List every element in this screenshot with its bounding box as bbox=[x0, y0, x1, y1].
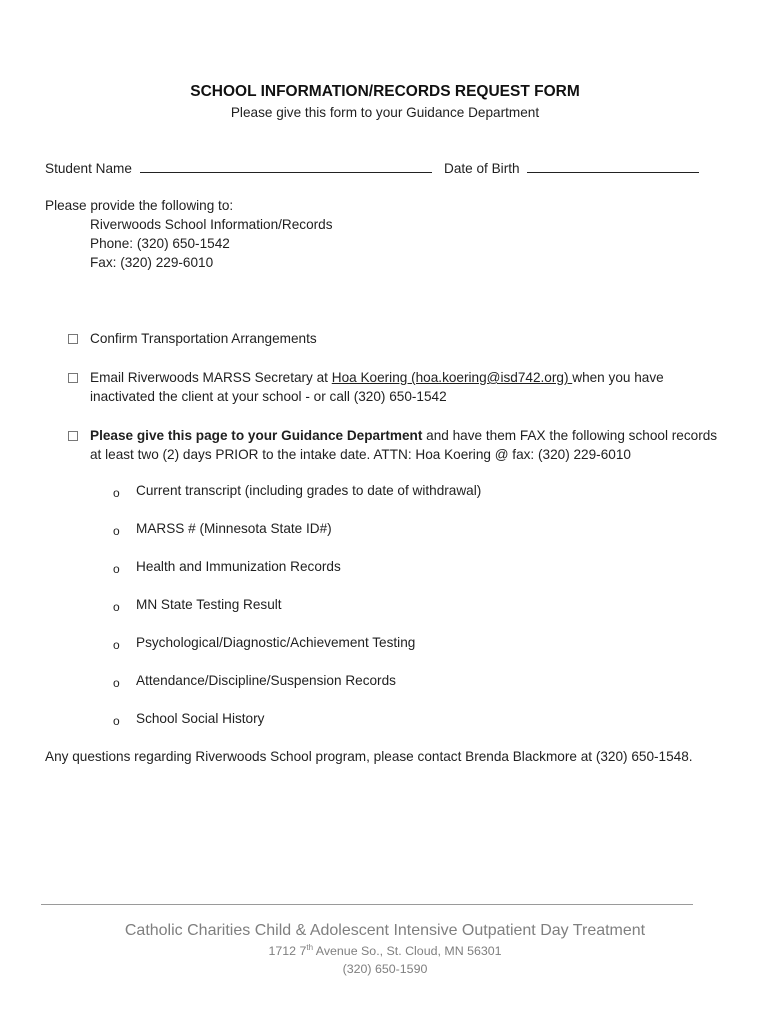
bullet-icon: o bbox=[113, 600, 120, 614]
provide-line-phone: Phone: (320) 650-1542 bbox=[90, 236, 230, 251]
footer-address bbox=[0, 944, 770, 958]
record-item: Current transcript (including grades to date of withdrawal) bbox=[136, 483, 482, 498]
record-item: Attendance/Discipline/Suspension Records bbox=[136, 673, 396, 688]
bullet-icon: o bbox=[113, 524, 120, 538]
bullet-icon: o bbox=[113, 676, 120, 690]
footer-org-name: Catholic Charities Child & Adolescent Intensive Outpatient Day Treatment bbox=[124, 922, 646, 939]
checklist-item-guidance bbox=[90, 426, 720, 464]
record-item: MN State Testing Result bbox=[136, 597, 282, 612]
bullet-icon: o bbox=[113, 486, 120, 500]
checkbox-email-secretary[interactable] bbox=[68, 373, 78, 383]
checkbox-guidance[interactable] bbox=[68, 431, 78, 441]
record-item: Health and Immunization Records bbox=[136, 559, 341, 574]
student-name-row bbox=[45, 158, 432, 178]
provide-line-records: Riverwoods School Information/Records bbox=[90, 217, 333, 232]
email-text-before: Email Riverwoods MARSS Secretary at bbox=[90, 370, 332, 385]
address-number: 1712 7 bbox=[268, 944, 307, 958]
dob-field[interactable] bbox=[527, 158, 699, 173]
bullet-icon: o bbox=[113, 714, 120, 728]
email-text-after: when you have inactivated the client at your school - or call (320) 650-1542 bbox=[90, 370, 664, 404]
dob-label: Date of Birth bbox=[444, 161, 520, 176]
address-rest: Avenue So., St. Cloud, MN 56301 bbox=[313, 944, 502, 958]
student-name-label: Student Name bbox=[45, 161, 132, 176]
provide-intro: Please provide the following to: bbox=[45, 198, 234, 213]
email-link[interactable]: Hoa Koering (hoa.koering@isd742.org) bbox=[331, 370, 573, 385]
guidance-bold-text: Please give this page to your Guidance Department bbox=[90, 428, 423, 443]
address-ordinal: th bbox=[306, 942, 314, 952]
dob-row bbox=[444, 158, 699, 178]
contact-note: Any questions regarding Riverwoods School program, please contact Brenda Blackmore at (320) 650-1548. bbox=[45, 749, 693, 764]
bullet-icon: o bbox=[113, 638, 120, 652]
record-item: MARSS # (Minnesota State ID#) bbox=[136, 521, 332, 536]
student-name-field[interactable] bbox=[140, 158, 432, 173]
form-title: SCHOOL INFORMATION/RECORDS REQUEST FORM bbox=[190, 83, 580, 100]
record-item: Psychological/Diagnostic/Achievement Testing bbox=[136, 635, 416, 650]
form-subtitle: Please give this form to your Guidance Department bbox=[230, 105, 540, 120]
checklist-item-transportation: Confirm Transportation Arrangements bbox=[90, 331, 317, 346]
guidance-rest-text: and have them FAX the following school records at least two (2) days PRIOR to the intake date. ATTN: Hoa Koering @ fax: (320) 229-6010 bbox=[90, 428, 718, 462]
checklist-item-email-secretary bbox=[90, 368, 730, 406]
bullet-icon: o bbox=[113, 562, 120, 576]
checkbox-transportation[interactable] bbox=[68, 334, 78, 344]
provide-line-fax: Fax: (320) 229-6010 bbox=[90, 255, 214, 270]
footer-divider bbox=[41, 904, 693, 905]
record-item: School Social History bbox=[136, 711, 265, 726]
footer-phone: (320) 650-1590 bbox=[342, 962, 428, 976]
